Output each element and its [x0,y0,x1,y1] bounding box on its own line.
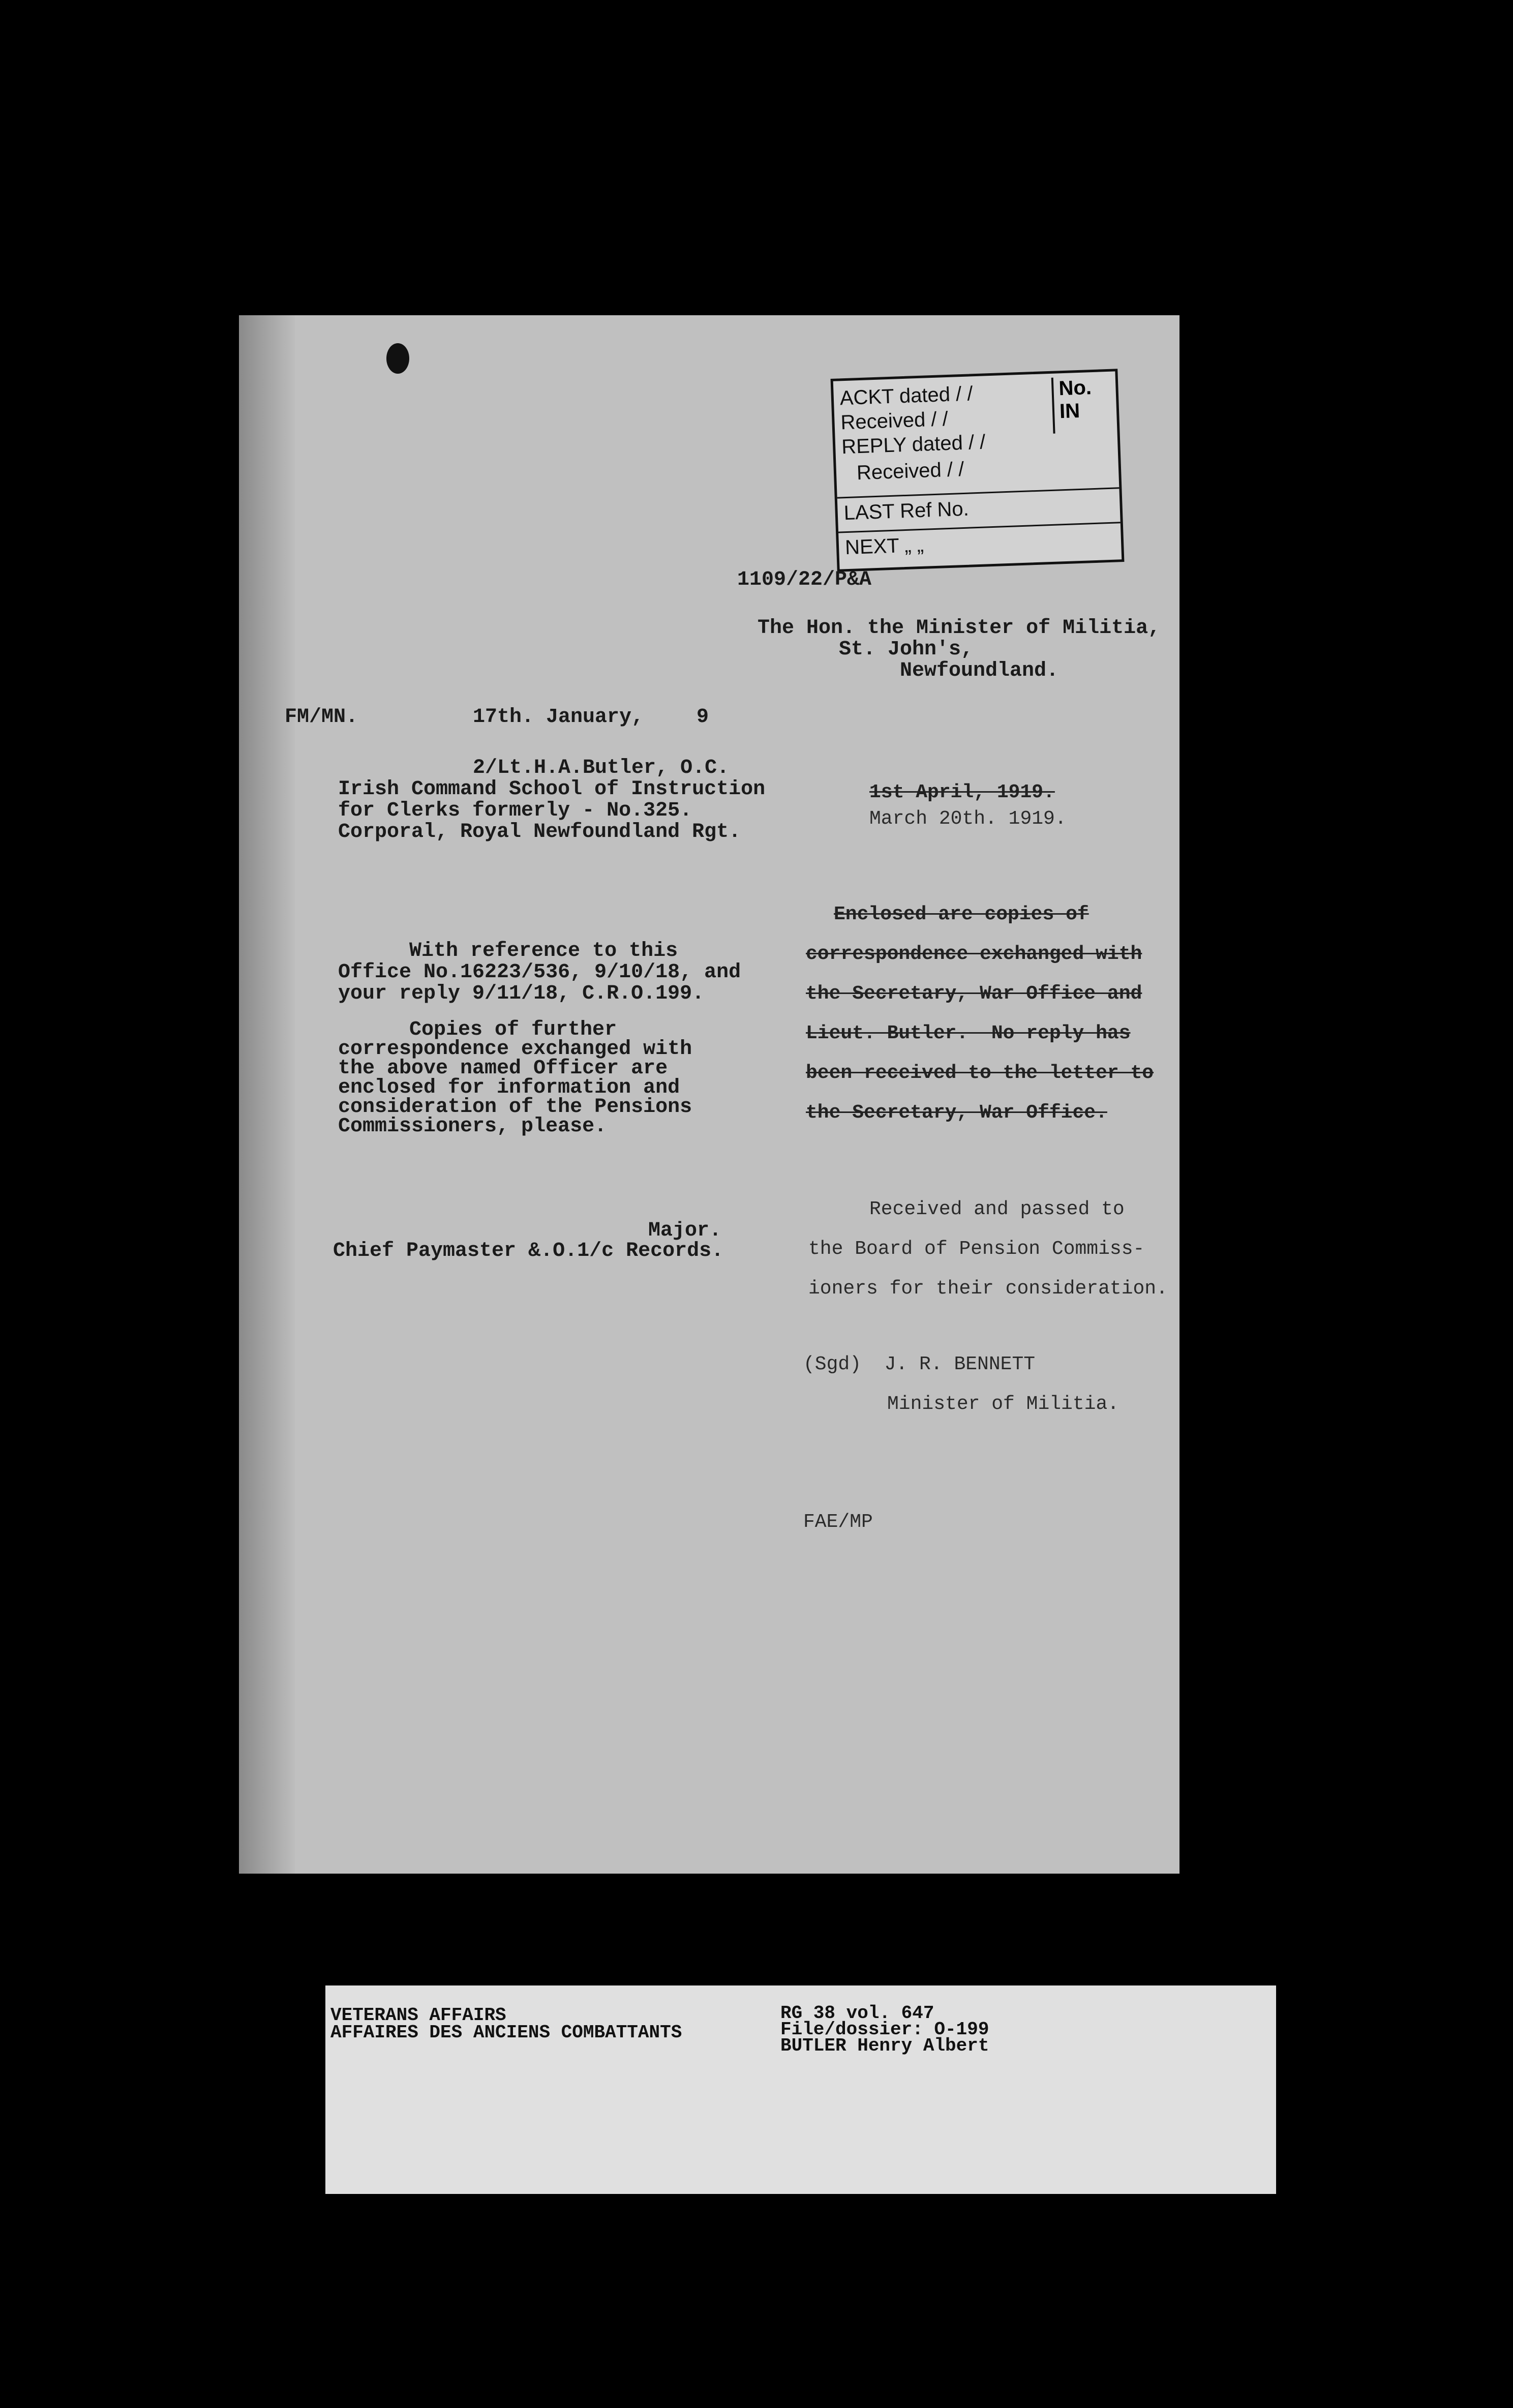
subject-line: for Clerks formerly - No.325. [338,799,692,822]
label-dept-en: VETERANS AFFAIRS [330,2005,506,2026]
stamp-row: Received / / [856,458,964,485]
struck-line: the Secretary, War Office. [806,1102,1107,1124]
reply-line: the Board of Pension Commiss- [808,1238,1145,1260]
body-line: With reference to this [409,940,678,962]
struck-line: the Secretary, War Office and [806,983,1142,1005]
ink-blot [386,343,409,374]
reply-signature-title: Minister of Militia. [887,1393,1119,1415]
body-line: enclosed for information and [338,1076,680,1099]
reply-initials: FAE/MP [803,1511,873,1533]
reply-line: ioners for their consideration. [808,1278,1168,1300]
struck-line: been received to the letter to [806,1062,1154,1084]
signature-rank: Major. [648,1219,722,1242]
file-reference: 1109/22/P&A [737,568,872,591]
body-line: Office No.16223/536, 9/10/18, and [338,961,741,984]
stamp-row: NEXT „ „ [844,533,924,559]
stamp-row: REPLY dated / / [841,431,986,459]
label-volume: RG 38 vol. 647 [780,2003,934,2024]
addressee-line: St. John's, [839,638,974,661]
reply-signature: (Sgd) J. R. BENNETT [803,1353,1036,1375]
struck-line: correspondence exchanged with [806,943,1142,965]
body-line: the above named Officer are [338,1057,668,1080]
subject-line: Irish Command School of Instruction [338,778,766,801]
page-shadow [239,315,295,1874]
letter-date-suffix: 9 [697,706,709,729]
initials: FM/MN. [285,706,358,729]
stamp-row: Received / / [840,407,949,434]
stamp-number-box: No. IN [1051,376,1114,434]
body-line: Copies of further [409,1018,617,1041]
body-line: correspondence exchanged with [338,1038,692,1061]
reply-date: March 20th. 1919. [869,808,1067,830]
body-line: your reply 9/11/18, C.R.O.199. [338,982,705,1005]
letter-date: 17th. January, [473,706,644,729]
body-line: consideration of the Pensions [338,1096,692,1119]
label-name: BUTLER Henry Albert [780,2035,989,2056]
archive-label [325,1985,1276,2194]
label-file: File/dossier: O-199 [780,2019,989,2040]
receipt-stamp [831,369,1125,571]
addressee-line: The Hon. the Minister of Militia, [758,617,1161,640]
subject-line: 2/Lt.H.A.Butler, O.C. [473,757,730,779]
struck-date: 1st April, 1919. [869,781,1055,803]
body-line: Commissioners, please. [338,1115,607,1138]
stamp-row: ACKT dated / / [839,382,974,410]
subject-line: Corporal, Royal Newfoundland Rgt. [338,821,741,844]
reply-line: Received and passed to [869,1198,1125,1220]
struck-line: Lieut. Butler. No reply has [806,1022,1131,1044]
signature-title: Chief Paymaster &.O.1/c Records. [333,1240,724,1262]
struck-line: Enclosed are copies of [834,904,1089,925]
stamp-row: LAST Ref No. [843,497,970,525]
label-dept-fr: AFFAIRES DES ANCIENS COMBATTANTS [330,2022,682,2043]
addressee-line: Newfoundland. [900,659,1059,682]
